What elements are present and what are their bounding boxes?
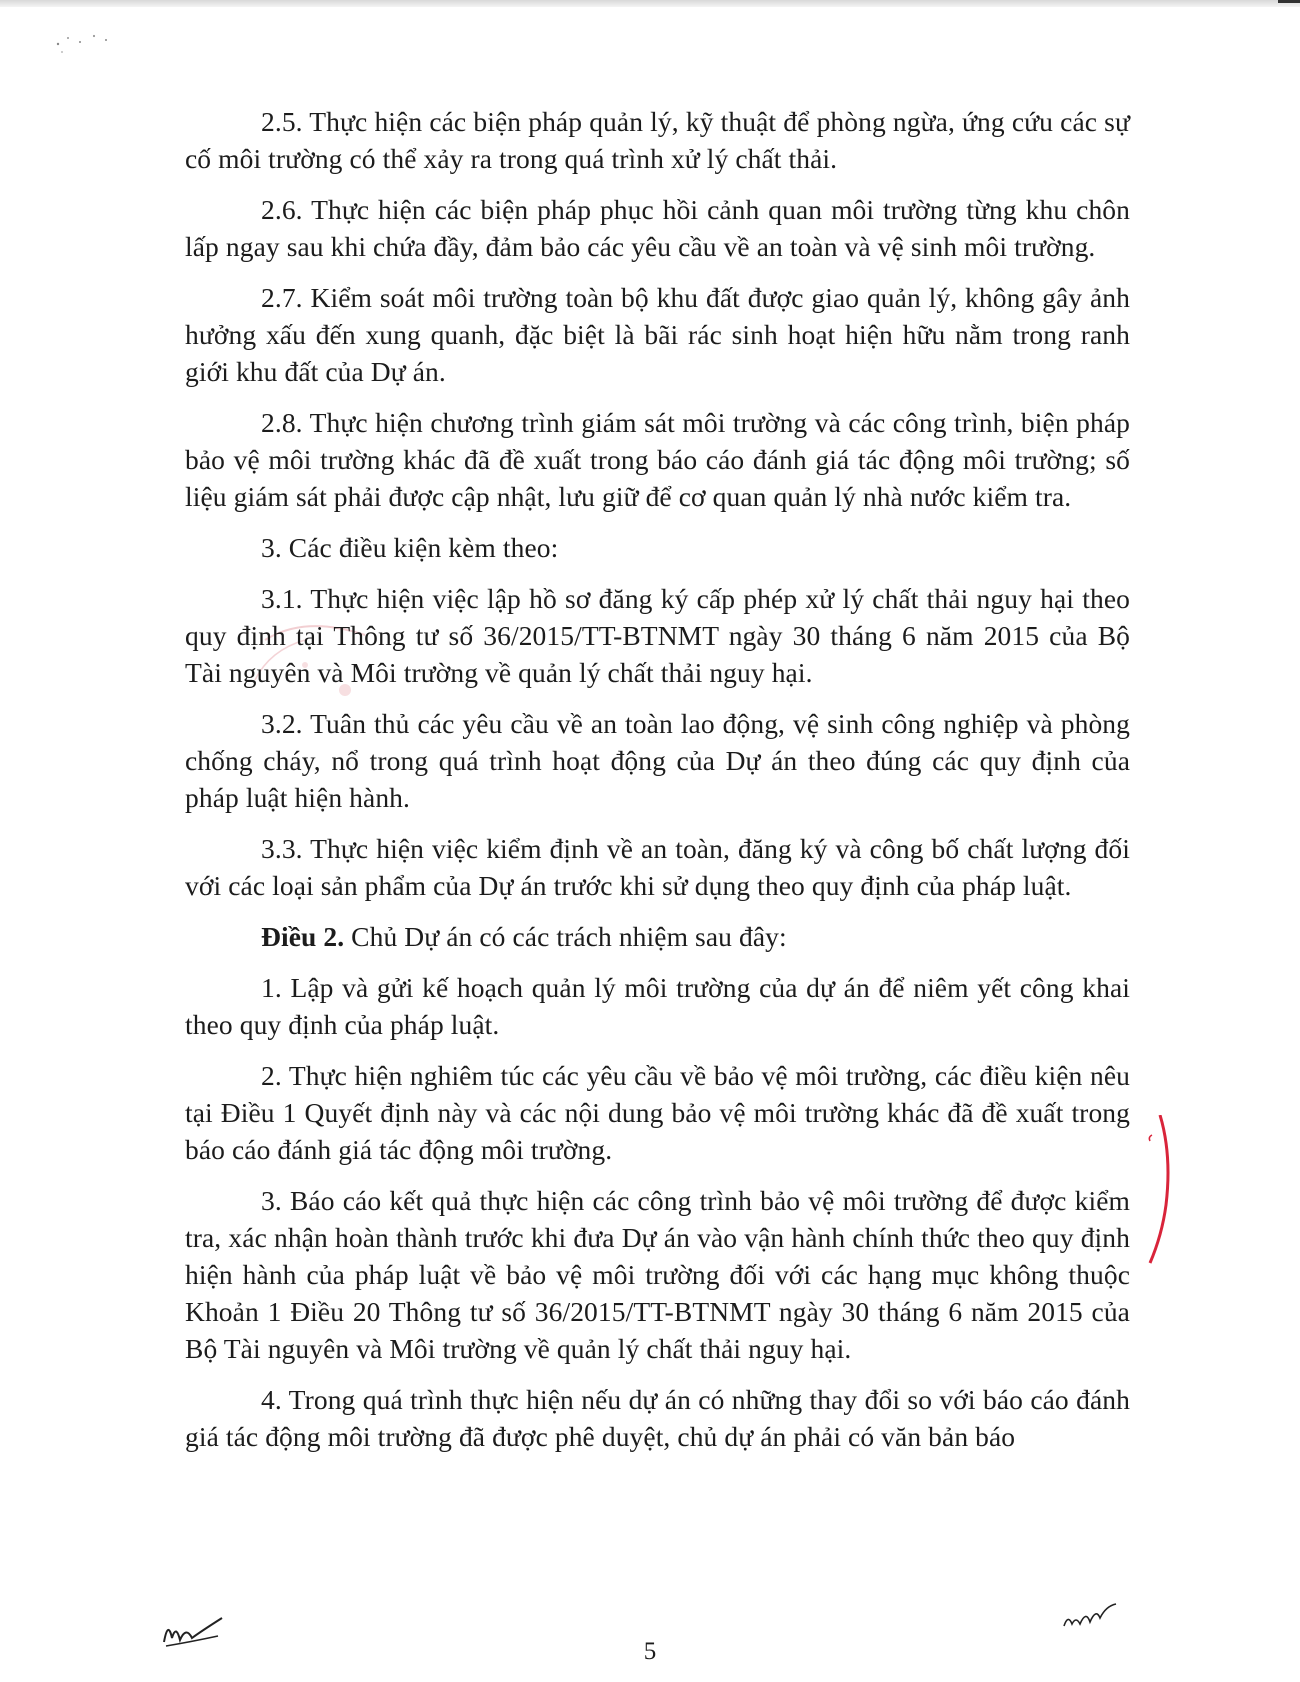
scan-specks (50, 30, 130, 70)
paragraph-2-5: 2.5. Thực hiện các biện pháp quản lý, kỹ thuật để phòng ngừa, ứng cứu các sự cố môi trường có thể xảy ra trong quá trình xử lý chất thải. (185, 106, 1130, 174)
red-margin-mark (1140, 1115, 1190, 1265)
paragraph-3-2: 3.2. Tuân thủ các yêu cầu về an toàn lao động, vệ sinh công nghiệp và phòng chống cháy, nổ trong quá trình hoạt động của Dự án theo đúng các quy định của pháp luật hiện hành. (185, 708, 1130, 813)
article-2-item-4: 4. Trong quá trình thực hiện nếu dự án có những thay đổi so với báo cáo đánh giá tác động môi trường đã được phê duyệt, chủ dự án phải có văn bản báo (185, 1384, 1130, 1452)
article-2-heading: Điều 2. (261, 921, 345, 952)
paragraph-2-6: 2.6. Thực hiện các biện pháp phục hồi cảnh quan môi trường từng khu chôn lấp ngay sau khi chứa đầy, đảm bảo các yêu cầu về an toàn và vệ sinh môi trường. (185, 194, 1130, 262)
scan-corner-mark (1278, 0, 1300, 3)
paragraph-2-8: 2.8. Thực hiện chương trình giám sát môi trường và các công trình, biện pháp bảo vệ môi trường khác đã đề xuất trong báo cáo đánh giá tác động môi trường; số liệu giám sát phải được cập nhật, lưu giữ để cơ quan quản lý nhà nước kiểm tra. (185, 407, 1130, 512)
page-number: 5 (643, 1638, 657, 1665)
paragraph-2-7: 2.7. Kiểm soát môi trường toàn bộ khu đất được giao quản lý, không gây ảnh hưởng xấu đến xung quanh, đặc biệt là bãi rác sinh hoạt hiện hữu nằm trong ranh giới khu đất của Dự án. (185, 282, 1130, 387)
article-2-item-3: 3. Báo cáo kết quả thực hiện các công trình bảo vệ môi trường để được kiểm tra, xác nhận hoàn thành trước khi đưa Dự án vào vận hành chính thức theo quy định hiện hành của pháp luật về bảo vệ môi trường đối với các hạng mục không thuộc Khoản 1 Điều 20 Thông tư số 36/2015/TT-BTNMT ngày 30 tháng 6 năm 2015 của Bộ Tài nguyên và Môi trường về quản lý chất thải nguy hại. (185, 1185, 1130, 1364)
document-body (185, 103, 1130, 1469)
article-2-item-2: 2. Thực hiện nghiêm túc các yêu cầu về bảo vệ môi trường, các điều kiện nêu tại Điều 1 Quyết định này và các nội dung bảo vệ môi trường khác đã đề xuất trong báo cáo đánh giá tác động môi trường. (185, 1060, 1130, 1165)
article-2-text: Chủ Dự án có các trách nhiệm sau đây: (344, 921, 787, 952)
paragraph-3-3: 3.3. Thực hiện việc kiểm định về an toàn, đăng ký và công bố chất lượng đối với các loại sản phẩm của Dự án trước khi sử dụng theo quy định của pháp luật. (185, 833, 1130, 901)
article-2-item-1: 1. Lập và gửi kế hoạch quản lý môi trường của dự án để niêm yết công khai theo quy định của pháp luật. (185, 972, 1130, 1040)
initials-signature-right (1060, 1600, 1120, 1636)
article-2-intro (185, 918, 1130, 955)
paragraph-3: 3. Các điều kiện kèm theo: (261, 532, 559, 563)
scan-top-edge (0, 0, 1300, 7)
paragraph-3-1: 3.1. Thực hiện việc lập hồ sơ đăng ký cấp phép xử lý chất thải nguy hại theo quy định tại Thông tư số 36/2015/TT-BTNMT ngày 30 tháng 6 năm 2015 của Bộ Tài nguyên và Môi trường về quản lý chất thải nguy hại. (185, 583, 1130, 688)
